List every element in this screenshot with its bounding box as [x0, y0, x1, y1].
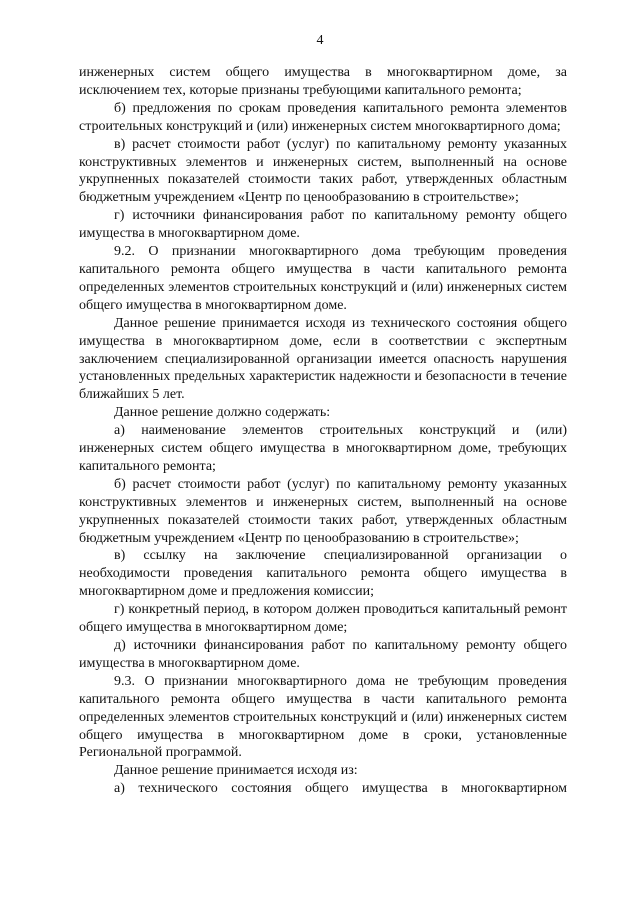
paragraph-decision-basis: Данное решение принимается исходя из технического состояния общего имущества в многоквартирном доме, если в соответствии с экспертным заключением специализированной организации имеется опасность нарушения установленных предельных характеристик надежности и безопасности в течение ближайших 5 лет. — [79, 315, 567, 403]
paragraph-decision-basis-9-3: Данное решение принимается исходя из: — [114, 763, 358, 779]
paragraph-decision-contents: Данное решение должно содержать: — [114, 405, 331, 421]
paragraph-item-d-funding-sources: д) источники финансирования работ по капитальному ремонту общего имущества в многоквартирном доме. — [79, 638, 567, 671]
paragraph-item-b-cost-calculation: б) расчет стоимости работ (услуг) по капитальному ремонту указанных конструктивных элементов и инженерных систем, выполненный на основе укрупненных показателей стоимости таких работ, утвержденных областным бюджетным учреждением «Центр по ценообразованию в строительстве»; — [79, 476, 567, 546]
paragraph-item-g-funding-sources: г) источники финансирования работ по капитальному ремонту общего имущества в многоквартирном доме. — [79, 208, 567, 242]
paragraph-item-g-period: г) конкретный период, в котором должен проводиться капитальный ремонт общего имущества в многоквартирном доме; — [79, 602, 567, 636]
page-number: 4 — [316, 33, 324, 48]
paragraph-item-a-technical-state: а) технического состояния общего имущества в многоквартирном — [114, 781, 567, 797]
paragraph-item-b-proposals: б) предложения по срокам проведения капитального ремонта элементов строительных конструкций и (или) инженерных систем многоквартирного дома; — [79, 100, 567, 134]
paragraph-item-a-elements: а) наименование элементов строительных конструкций и (или) инженерных систем общего имущества в многоквартирном доме, требующих капитального ремонта; — [79, 423, 567, 474]
paragraph-continuation: инженерных систем общего имущества в многоквартирном доме, за исключением тех, которые признаны требующими капитального ремонта; — [79, 65, 567, 98]
paragraph-item-v-cost-calculation: в) расчет стоимости работ (услуг) по капитальному ремонту указанных конструктивных элементов и инженерных систем, выполненный на основе укрупненных показателей стоимости таких работ, утвержденных областным бюджетным учреждением «Центр по ценообразованию в строительстве»; — [79, 136, 567, 206]
paragraph-section-9-3: 9.3. О признании многоквартирного дома не требующим проведения капитального ремонта общего имущества в части капитального ремонта определенных элементов строительных конструкций и (или) инженерных систем общего имущества в многоквартирном доме в сроки, установленные Региональной программой. — [79, 673, 567, 761]
paragraph-item-v-expert-reference: в) ссылку на заключение специализированной организации о необходимости проведения капитального ремонта общего имущества в многоквартирном доме и предложения комиссии; — [79, 548, 567, 600]
paragraph-section-9-2: 9.2. О признании многоквартирного дома требующим проведения капитального ремонта общего имущества в части капитального ремонта определенных элементов строительных конструкций и (или) инженерных систем общего имущества в многоквартирном доме. — [79, 244, 567, 313]
document-body — [79, 64, 567, 798]
